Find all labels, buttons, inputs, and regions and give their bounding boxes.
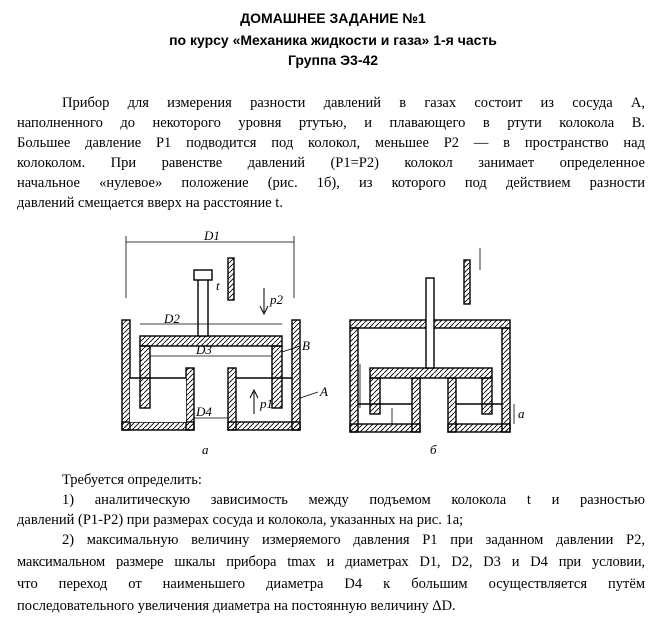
label-B: B (302, 338, 310, 353)
group-label: Группа Э3-42 (287, 52, 379, 68)
label-p1: p1 (260, 396, 273, 411)
document-title: ДОМАШНЕЕ ЗАДАНИЕ №1 (240, 10, 426, 26)
intro-line-6: давлений смещается вверх на расстояние t. (17, 195, 283, 211)
task-item-2-line-2: максимальном размере шкалы прибора tmax и диаметрах D1, D2, D3 и D4 при условии, (17, 554, 645, 570)
label-D2: D2 (164, 311, 180, 326)
figure-1-diagram (104, 228, 534, 460)
diagram-b (350, 248, 514, 432)
task-item-1-line-2: давлений (P1-P2) при размерах сосуда и колокола, указанных на рис. 1а; (17, 512, 464, 528)
label-A: A (320, 384, 328, 399)
intro-line-3: Большее давление P1 подводится под колокол, меньшее P2 — в пространство над (17, 135, 645, 151)
caption-b: б (430, 442, 437, 457)
task-intro: Требуется определить: (62, 472, 202, 488)
intro-line-2: наполненного до некоторого уровня ртутью, и плавающего в ртути колокола В. (17, 115, 645, 131)
intro-line-1: Прибор для измерения разности давлений в газах состоит из сосуда А, (62, 95, 645, 111)
label-D4: D4 (196, 404, 212, 419)
caption-a: а (202, 442, 209, 457)
intro-line-5: начальное «нулевое» положение (рис. 1б), из которого под действием разности (17, 175, 645, 191)
label-D1: D1 (204, 228, 220, 243)
task-item-2-line-1: 2) максимальную величину измеряемого давления P1 при заданном давлении P2, (62, 532, 645, 548)
task-item-1-line-1: 1) аналитическую зависимость между подъемом колокола t и разностью (62, 492, 645, 508)
label-D3: D3 (196, 342, 212, 357)
label-a-dimension: a (518, 406, 525, 421)
diagram-a (122, 236, 318, 430)
intro-line-4: колоколом. При равенстве давлений (P1=P2) колокол занимает определенное (17, 155, 645, 171)
label-t: t (216, 278, 220, 293)
task-item-2-line-4: последовательного увеличения диаметра на постоянную величину ΔD. (17, 598, 456, 614)
task-item-2-line-3: что переход от наименьшего диаметра D4 к большим осуществляется путём (17, 576, 645, 592)
label-p2: p2 (270, 292, 283, 307)
course-subtitle: по курсу «Механика жидкости и газа» 1-я часть (169, 32, 497, 48)
